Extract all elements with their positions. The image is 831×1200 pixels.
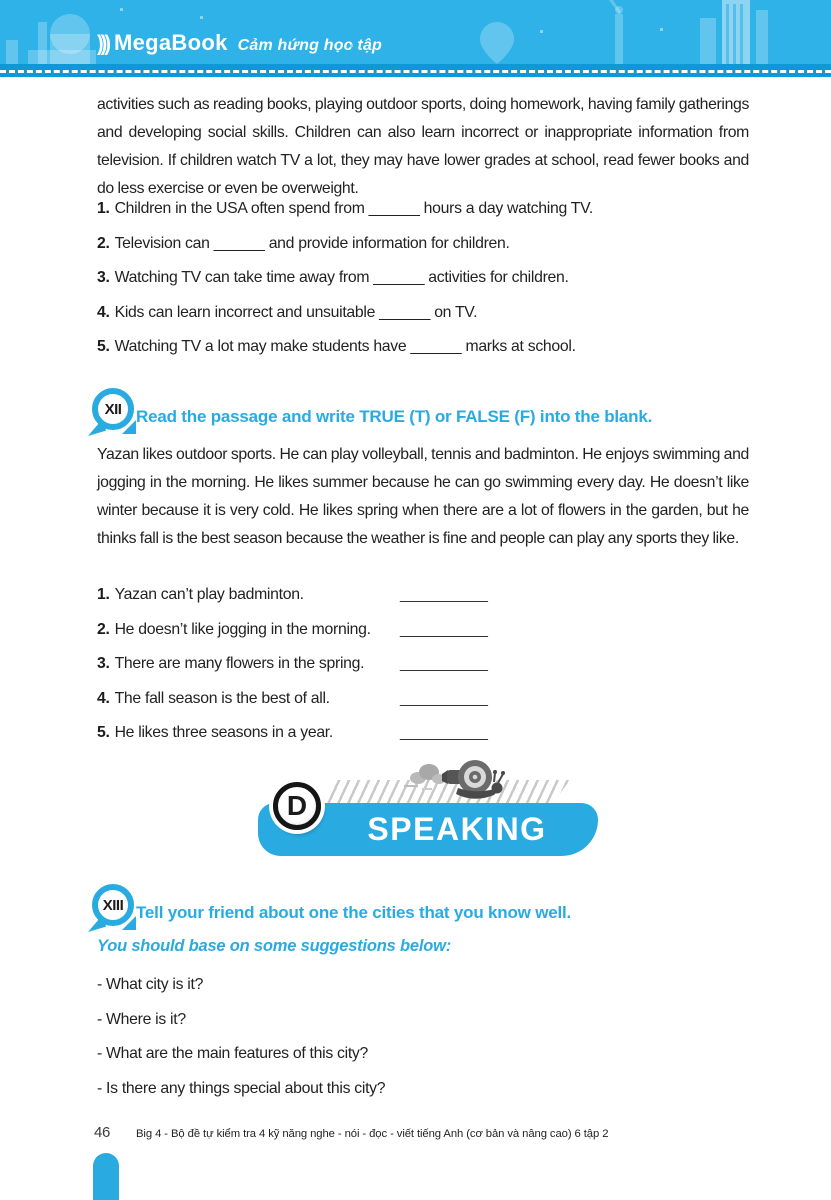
item-number: 3. xyxy=(97,655,110,673)
item-number: 2. xyxy=(97,234,110,252)
fill-item xyxy=(97,261,593,296)
suggestion-item: - What city is it? xyxy=(97,976,204,993)
reading-passage: Yazan likes outdoor sports. He can play volleyball, tennis and badminton. He enjoys swimming and jogging in the morning. He likes summer because he can go swimming every day. He doesn’t like winter because it is very cold. He likes spring when there are a lot of flowers in the garden, but he thinks fall is the best season because the weather is fine and people can play any sports they like. xyxy=(97,446,749,547)
item-text: Watching TV can take time away from ______ activities for children. xyxy=(114,269,569,287)
suggestions-intro: You should base on some suggestions below: xyxy=(97,937,452,955)
suggestion-item: - Is there any things special about this city? xyxy=(97,1079,386,1097)
fill-item xyxy=(97,330,593,365)
answer-blank: __________ xyxy=(400,724,488,742)
item-number: 2. xyxy=(97,620,110,638)
section-letter: D xyxy=(286,790,308,821)
fill-in-question-list xyxy=(97,192,593,365)
item-text: Watching TV a lot may make students have ______ marks at school. xyxy=(114,338,576,356)
speaking-label: SPEAKING xyxy=(367,811,547,847)
jet-snail-icon xyxy=(402,748,507,808)
logo-tagline: Cảm hứng học tập xyxy=(237,37,383,54)
item-text: Children in the USA often spend from ______ hours a day watching TV. xyxy=(114,200,593,217)
section-letter-circle xyxy=(273,782,321,830)
suggestion-list xyxy=(97,968,385,1106)
section-badge-xiii xyxy=(88,884,136,932)
answer-blank: __________ xyxy=(400,689,488,707)
tf-item xyxy=(97,716,488,751)
true-false-question-list xyxy=(97,578,488,751)
fill-item xyxy=(97,296,593,331)
item-number: 5. xyxy=(97,724,110,742)
megabook-logo xyxy=(97,30,382,56)
badge-label: XII xyxy=(92,388,134,430)
fill-item xyxy=(97,192,593,227)
page-edge-tab xyxy=(93,1153,119,1200)
item-text: There are many flowers in the spring. xyxy=(114,655,365,673)
item-text: He doesn’t like jogging in the morning. xyxy=(114,620,371,638)
item-number: 5. xyxy=(97,338,110,356)
answer-blank: __________ xyxy=(400,620,488,638)
tf-item xyxy=(97,682,488,717)
section-badge-xii xyxy=(88,388,136,436)
suggestion-item: - Where is it? xyxy=(97,1010,186,1028)
item-text: He likes three seasons in a year. xyxy=(114,724,333,742)
tf-item xyxy=(97,578,488,613)
tf-item xyxy=(97,613,488,648)
answer-blank: __________ xyxy=(400,586,488,603)
section-title-xiii: Tell your friend about one the cities that you know well. xyxy=(136,903,572,922)
dashed-divider xyxy=(0,70,831,73)
item-text: Television can ______ and provide information for children. xyxy=(114,234,510,252)
reading-paragraph: activities such as reading books, playing outdoor sports, doing homework, having family gatherings and developing social skills. Children can also learn incorrect or inappropriate information from television. If children watch TV a lot, they may have lower grades at school, read fewer books and do less exercise or even be overweight. xyxy=(97,96,749,197)
section-title-xii: Read the passage and write TRUE (T) or FALSE (F) into the blank. xyxy=(136,407,653,426)
header-banner xyxy=(0,0,831,77)
item-text: Kids can learn incorrect and unsuitable ______ on TV. xyxy=(114,303,478,321)
answer-blank: __________ xyxy=(400,655,488,673)
fill-item xyxy=(97,227,593,262)
tf-item xyxy=(97,647,488,682)
logo-chevrons-icon: ))) xyxy=(97,31,108,57)
item-text: Yazan can’t play badminton. xyxy=(114,586,304,603)
page-number: 46 xyxy=(94,1124,111,1141)
item-number: 4. xyxy=(97,689,110,707)
item-number: 1. xyxy=(97,200,110,217)
item-number: 1. xyxy=(97,586,110,603)
item-number: 3. xyxy=(97,269,110,287)
item-number: 4. xyxy=(97,303,110,321)
logo-text: MegaBook xyxy=(113,30,228,55)
badge-label: XIII xyxy=(92,884,134,926)
header-strip xyxy=(0,64,831,77)
suggestion-item: - What are the main features of this city? xyxy=(97,1045,368,1063)
item-text: The fall season is the best of all. xyxy=(114,689,330,707)
book-title: Big 4 - Bộ đề tự kiểm tra 4 kỹ năng nghe - nói - đọc - viết tiếng Anh (cơ bản và nâng cao) 6 tập 2 xyxy=(136,1128,609,1140)
